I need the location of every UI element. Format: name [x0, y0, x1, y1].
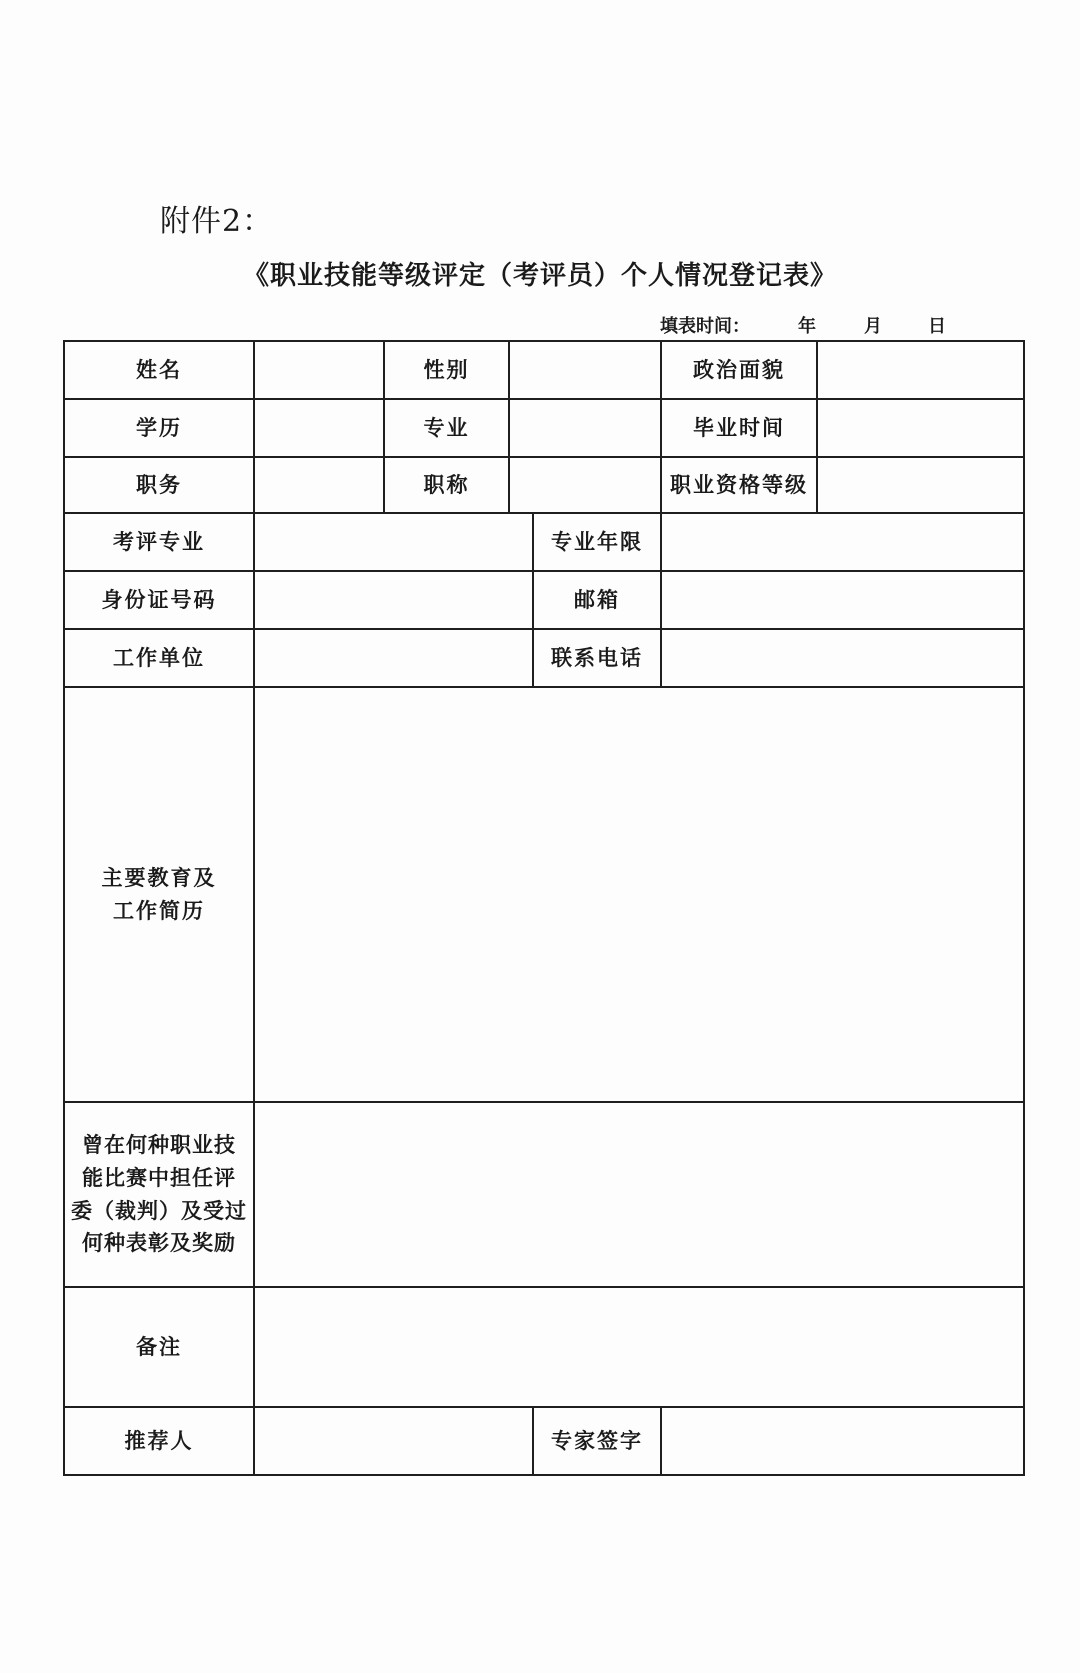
position-field[interactable]: [254, 457, 384, 513]
form-row-1: [64, 341, 1024, 399]
political-status-label: 政治面貌: [661, 341, 817, 399]
remarks-label: 备注: [64, 1287, 254, 1407]
email-label: 邮箱: [533, 571, 661, 629]
registration-form-table: [63, 340, 1025, 1476]
recommender-label: 推荐人: [64, 1407, 254, 1475]
form-row-remarks: [64, 1287, 1024, 1407]
name-field[interactable]: [254, 341, 384, 399]
form-row-3: [64, 457, 1024, 513]
employer-field[interactable]: [254, 629, 533, 687]
employer-label: 工作单位: [64, 629, 254, 687]
id-number-field[interactable]: [254, 571, 533, 629]
gender-field[interactable]: [509, 341, 661, 399]
years-in-major-field[interactable]: [661, 513, 1024, 571]
resume-label: 主要教育及 工作简历: [64, 687, 254, 1102]
major-field[interactable]: [509, 399, 661, 457]
remarks-field[interactable]: [254, 1287, 1024, 1407]
expert-signature-label: 专家签字: [533, 1407, 661, 1475]
attachment-label: 附件2：: [160, 204, 274, 239]
id-number-label: 身份证号码: [64, 571, 254, 629]
fill-date-label: 填表时间：: [660, 316, 750, 337]
graduation-time-field[interactable]: [817, 399, 1024, 457]
graduation-time-label: 毕业时间: [661, 399, 817, 457]
email-field[interactable]: [661, 571, 1024, 629]
education-field[interactable]: [254, 399, 384, 457]
resume-field[interactable]: [254, 687, 1024, 1102]
form-row-signatures: [64, 1407, 1024, 1475]
qualification-level-label: 职业资格等级: [661, 457, 817, 513]
expert-signature-field[interactable]: [661, 1407, 1024, 1475]
education-label: 学历: [64, 399, 254, 457]
title-field[interactable]: [509, 457, 661, 513]
years-in-major-label: 专业年限: [533, 513, 661, 571]
major-label: 专业: [384, 399, 509, 457]
judge-history-field[interactable]: [254, 1102, 1024, 1287]
form-row-4: [64, 513, 1024, 571]
form-row-2: [64, 399, 1024, 457]
evaluation-major-label: 考评专业: [64, 513, 254, 571]
fill-date-day: 日: [928, 316, 946, 337]
fill-date-month: 月: [864, 316, 882, 337]
fill-date-year: 年: [798, 316, 816, 337]
form-row-resume: [64, 687, 1024, 1102]
gender-label: 性别: [384, 341, 509, 399]
form-row-5: [64, 571, 1024, 629]
title-label: 职称: [384, 457, 509, 513]
phone-field[interactable]: [661, 629, 1024, 687]
fill-date-line: [660, 312, 946, 338]
name-label: 姓名: [64, 341, 254, 399]
form-title: 《职业技能等级评定（考评员）个人情况登记表》: [242, 261, 837, 291]
form-row-judge-history: [64, 1102, 1024, 1287]
phone-label: 联系电话: [533, 629, 661, 687]
judge-history-label: 曾在何种职业技 能比赛中担任评 委（裁判）及受过 何种表彰及奖励: [64, 1102, 254, 1287]
form-row-6: [64, 629, 1024, 687]
political-status-field[interactable]: [817, 341, 1024, 399]
qualification-level-field[interactable]: [817, 457, 1024, 513]
recommender-field[interactable]: [254, 1407, 533, 1475]
evaluation-major-field[interactable]: [254, 513, 533, 571]
position-label: 职务: [64, 457, 254, 513]
